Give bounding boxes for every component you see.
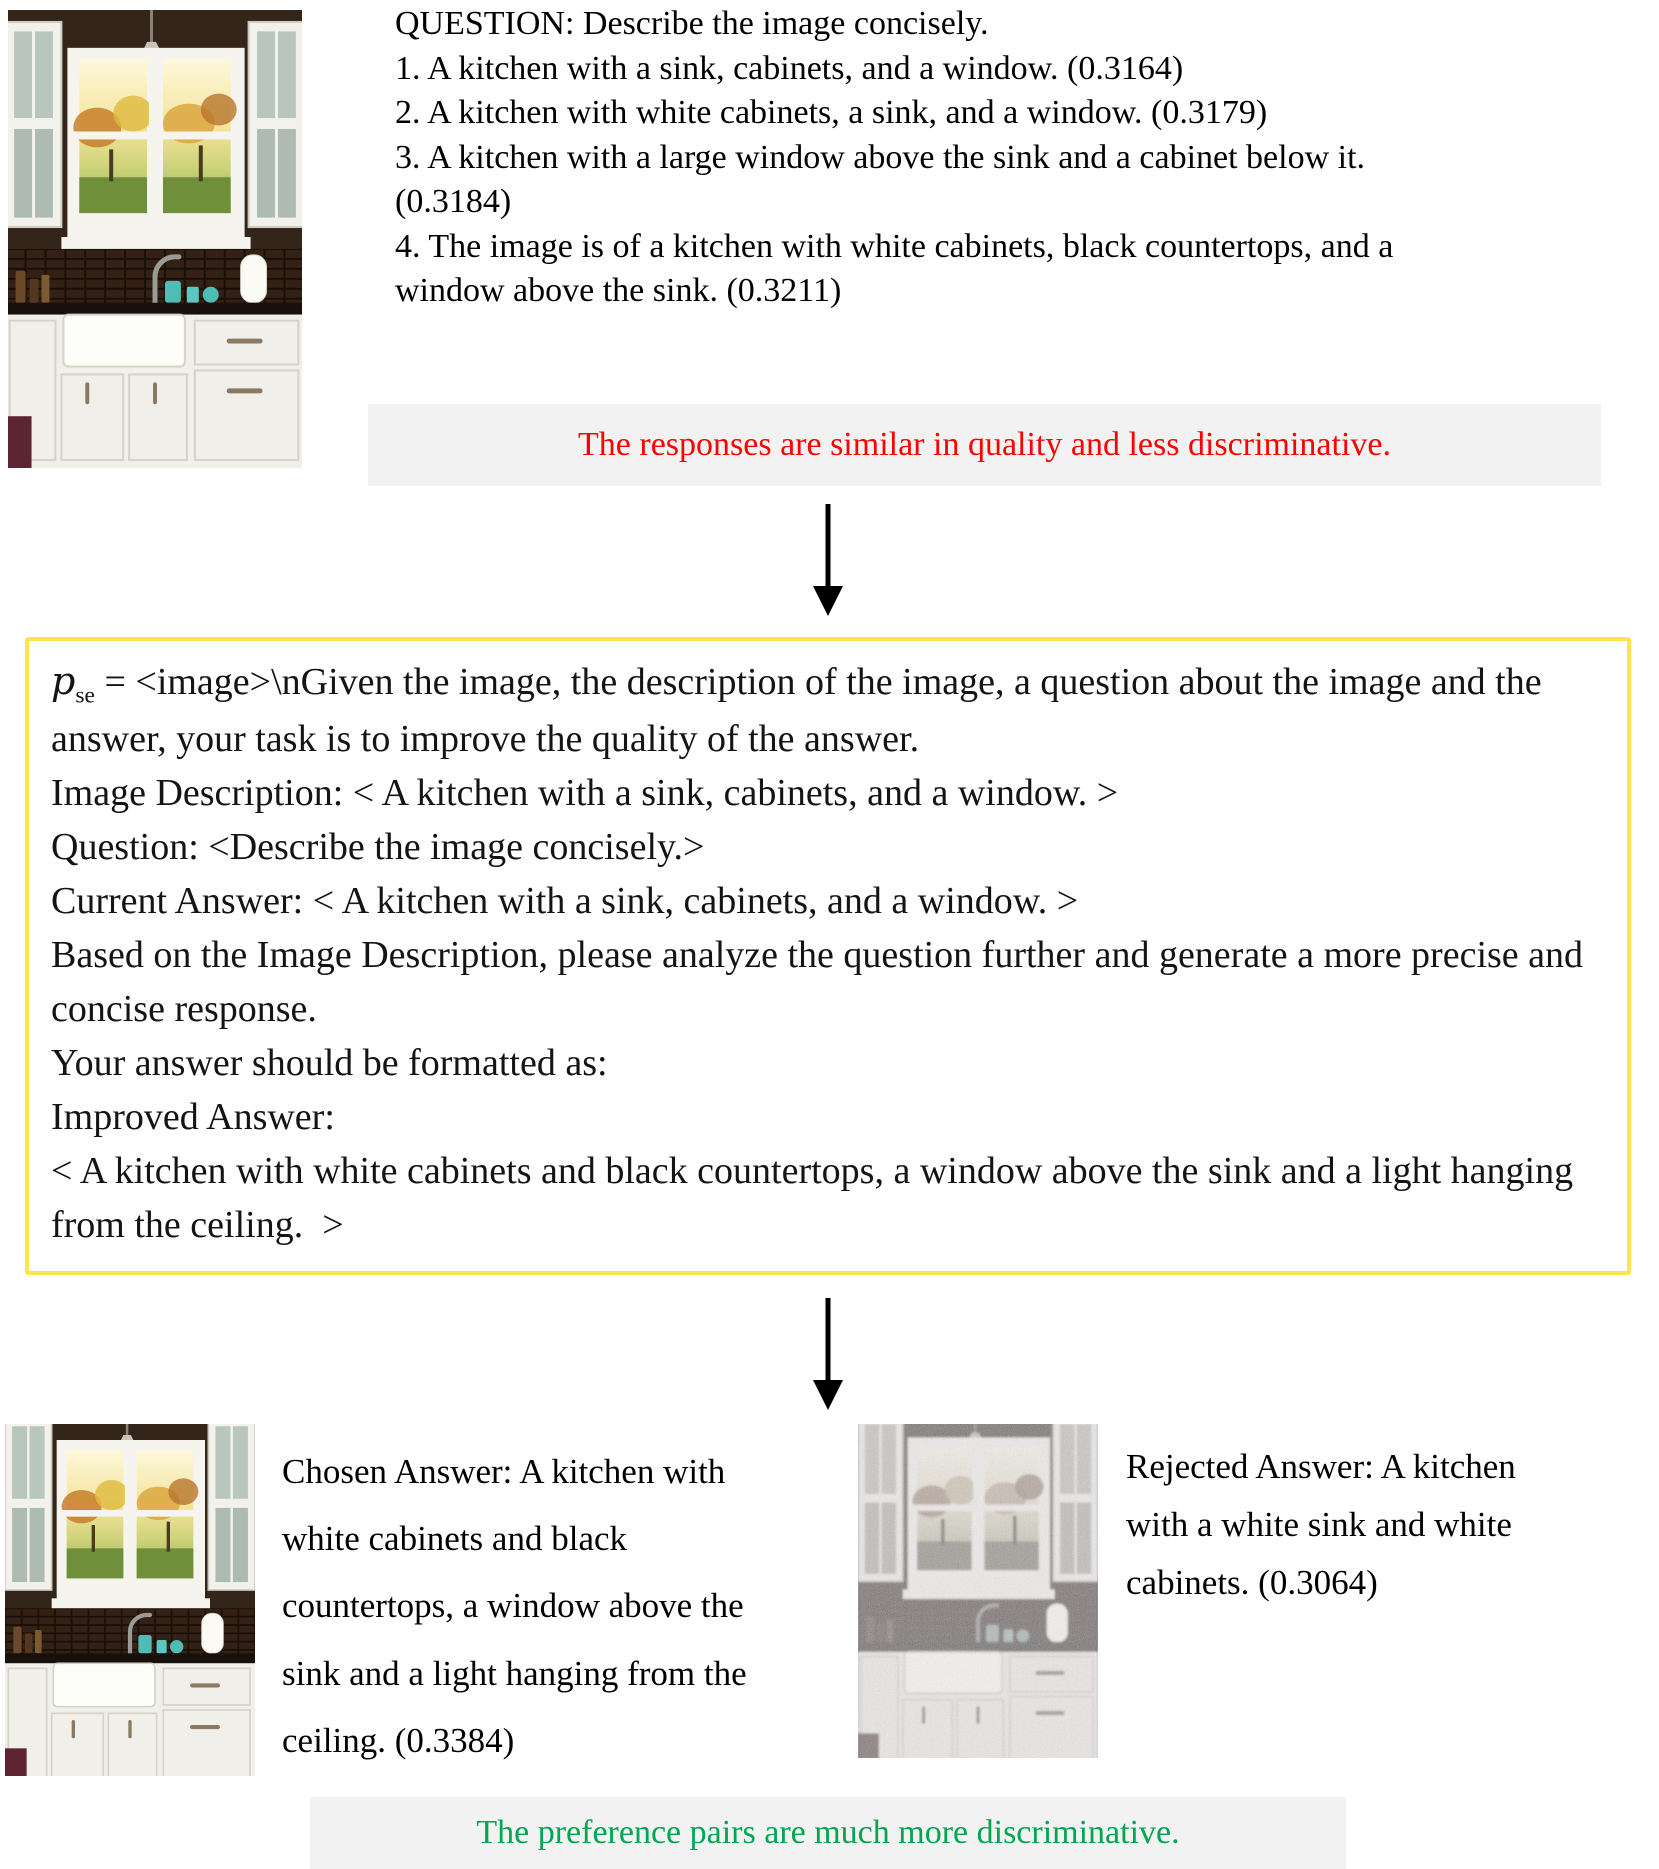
prompt-improved-answer-text: < A kitchen with white cabinets and black countertops, a window above the sink and a light hanging from the ceiling. > — [51, 1149, 1583, 1246]
kitchen-photo-rejected-noisy — [858, 1424, 1098, 1758]
prompt-question: Question: <Describe the image concisely.> — [51, 825, 705, 868]
prompt-image-description: Image Description: < A kitchen with a sink, cabinets, and a window. > — [51, 772, 1119, 814]
prompt-improved-answer-label: Improved Answer: — [51, 1095, 335, 1138]
discriminative-note-text: The preference pairs are much more discriminative. — [476, 1814, 1180, 1851]
answer-3: 3. A kitchen with a large window above the sink and a cabinet below it. (0.3184) — [395, 138, 1366, 221]
prompt-format-note: Your answer should be formatted as: — [51, 1041, 608, 1084]
prompt-box — [25, 637, 1631, 1275]
answer-1: 1. A kitchen with a sink, cabinets, and a window. (0.3164) — [395, 49, 1184, 87]
down-arrow-icon — [806, 1296, 850, 1410]
kitchen-photo-original — [8, 10, 302, 468]
down-arrow-icon — [806, 502, 850, 616]
chosen-answer-text: Chosen Answer: A kitchen with white cabinets and black countertops, a window above the sink and a light hanging from the ceiling. (0.3384) — [282, 1452, 747, 1760]
prompt-current-answer: Current Answer: < A kitchen with a sink, cabinets, and a window. > — [51, 879, 1079, 922]
kitchen-photo-chosen — [5, 1424, 255, 1776]
prompt-intro-text: = <image>\nGiven the image, the description of the image, a question about the image and the answer, your task is to improve the quality of the answer. — [51, 661, 1552, 761]
question-text: QUESTION: Describe the image concisely. — [395, 5, 989, 42]
question-answers-block — [395, 2, 1405, 314]
answer-2: 2. A kitchen with white cabinets, a sink, and a window. (0.3179) — [395, 94, 1268, 132]
similar-quality-note-text: The responses are similar in quality and less discriminative. — [578, 426, 1391, 463]
prompt-intro — [51, 655, 1605, 767]
similar-quality-note — [368, 404, 1601, 486]
discriminative-note — [310, 1797, 1346, 1869]
prompt-variable: $p_{se}$ — [51, 659, 95, 709]
answer-4: 4. The image is of a kitchen with white cabinets, black countertops, and a window above the sink. (0.3211) — [395, 227, 1394, 310]
prompt-instruction: Based on the Image Description, please analyze the question further and generate a more precise and concise response. — [51, 933, 1593, 1030]
rejected-answer-text: Rejected Answer: A kitchen with a white sink and white cabinets. (0.3064) — [1126, 1447, 1516, 1603]
